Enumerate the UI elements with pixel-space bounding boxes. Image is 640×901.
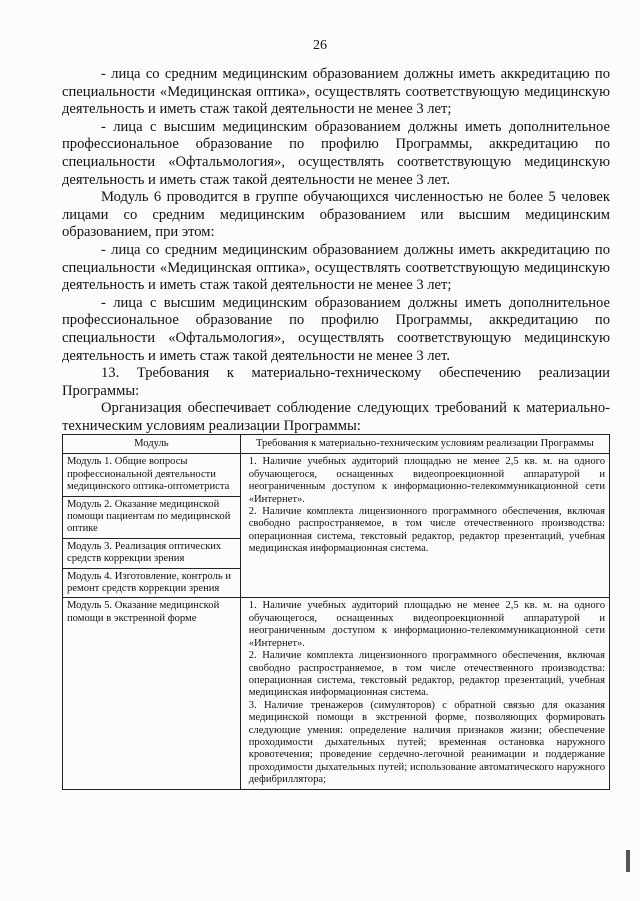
requirement-item: 1. Наличие учебных аудиторий площадью не менее 2,5 кв. м. на одного обучающегося, оснащенных видеопроекционной аппаратурой и неограниченным доступом к информационно-телекоммуникационной сети «Интернет». <box>248 600 605 649</box>
module-5: Модуль 5. Оказание медицинской помощи в экстренной форме <box>63 598 241 789</box>
body-text <box>62 66 610 435</box>
paragraph: - лица со средним медицинским образованием должны иметь аккредитацию по специальности «Медицинская оптика», осуществлять соответствующую медицинскую деятельность и иметь стаж такой деятельности не менее 3 лет; <box>62 241 610 294</box>
module-1: Модуль 1. Общие вопросы профессиональной деятельности медицинского оптика-оптометриста <box>63 454 240 496</box>
requirements-table <box>62 434 610 790</box>
header-requirements: Требования к материально-техническим условиям реализации Программы <box>240 435 609 454</box>
section-heading: 13. Требования к материально-техническому обеспечению реализации Программы: <box>62 365 610 399</box>
requirements-cell <box>240 454 609 598</box>
module-3: Модуль 3. Реализация оптических средств коррекции зрения <box>63 539 240 569</box>
requirement-item: 2. Наличие комплекта лицензионного программного обеспечения, включая свободно распространяемое, в том числе отечественного производства: операционная система, текстовый редактор, редактор презентаций, учебная медицинская информационная система. <box>248 506 605 555</box>
paragraph: - лица с высшим медицинским образованием должны иметь дополнительное профессиональное образование по профилю Программы, аккредитацию по специальности «Офтальмология», осуществлять соответствующую медицинскую деятельность и иметь стаж такой деятельности не менее 3 лет. <box>62 294 610 364</box>
module-2: Модуль 2. Оказание медицинской помощи пациентам по медицинской оптике <box>63 497 240 539</box>
page-number: 26 <box>313 38 327 53</box>
module-group-cell <box>63 454 241 598</box>
table-row <box>63 598 610 789</box>
header-module: Модуль <box>63 435 241 454</box>
paragraph: - лица с высшим медицинским образованием должны иметь дополнительное профессиональное образование по профилю Программы, аккредитацию по специальности «Офтальмология», осуществлять соответствующую медицинскую деятельность и иметь стаж такой деятельности не менее 3 лет. <box>62 118 610 188</box>
module-4: Модуль 4. Изготовление, контроль и ремонт средств коррекции зрения <box>67 570 232 595</box>
requirement-item: 3. Наличие тренажеров (симуляторов) с обратной связью для оказания медицинской помощи в экстренной форме, позволяющих формировать следующие умения: определение наличия признаков жизни; обеспечение проходимости дыхательных путей; временная остановка наружного кровотечения; проведение сердечно-легочной реанимации и поддержание проходимости дыхательных путей; использование автоматического наружного дефибриллятора; <box>248 699 605 786</box>
requirement-item: 1. Наличие учебных аудиторий площадью не менее 2,5 кв. м. на одного обучающегося, оснащенных видеопроекционной аппаратурой и неограниченным доступом к информационно-телекоммуникационной сети «Интернет». <box>248 456 605 505</box>
requirements-cell <box>240 598 609 789</box>
requirement-item: 2. Наличие комплекта лицензионного программного обеспечения, включая свободно распространяемое, в том числе отечественного производства: операционная система, текстовый редактор, редактор презентаций, учебная медицинская информационная система. <box>248 650 605 699</box>
scan-mark <box>626 850 630 872</box>
paragraph: - лица со средним медицинским образованием должны иметь аккредитацию по специальности «Медицинская оптика», осуществлять соответствующую медицинскую деятельность и иметь стаж такой деятельности не менее 3 лет; <box>62 66 610 118</box>
table-header-row <box>63 435 610 454</box>
paragraph: Модуль 6 проводится в группе обучающихся численностью не более 5 человек лицами со средним медицинским образованием или высшим медицинским образованием, при этом: <box>62 189 610 241</box>
paragraph: Организация обеспечивает соблюдение следующих требований к материально-техническим условиям реализации Программы: <box>62 400 610 434</box>
table-row <box>63 454 610 598</box>
